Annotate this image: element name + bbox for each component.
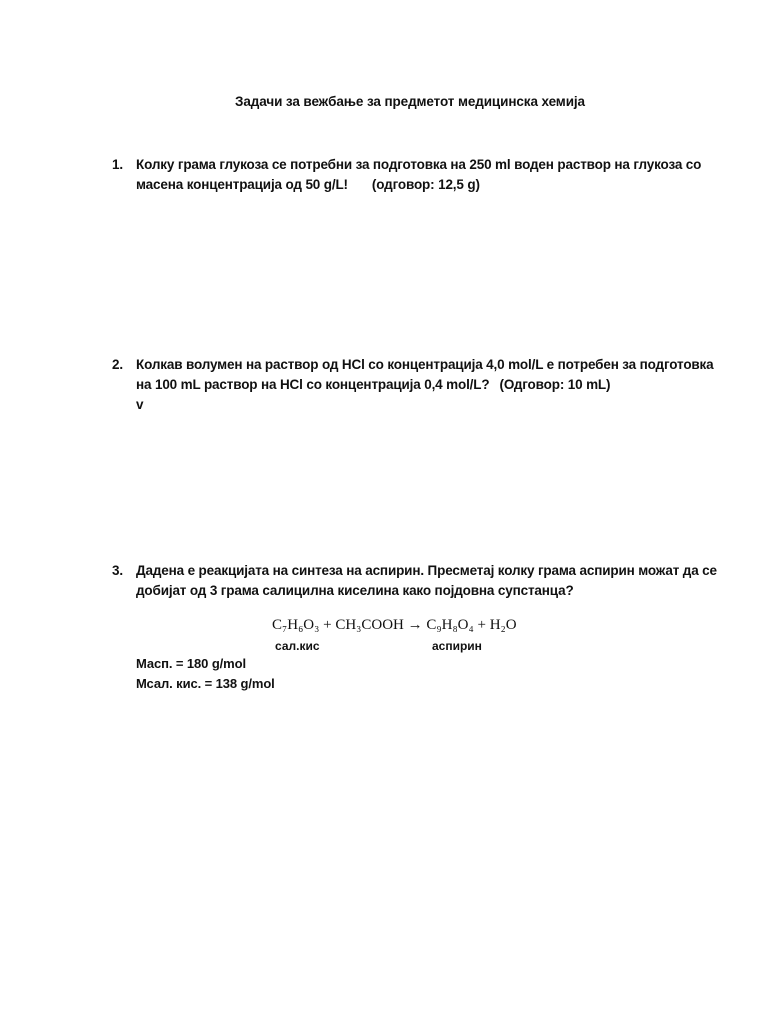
question-text-line: добијат од 3 грама салицилна киселина како појдовна супстанца? [136,583,574,598]
molar-mass-aspirin: Масп. = 180 g/mol [136,656,246,671]
question-number: 3. [112,563,123,578]
chemical-equation: C₇H₆O₃ + CH₃COOH → C₉H₈O₄ + H₂O [272,617,517,633]
question-number: 2. [112,357,123,372]
molar-mass-salicylic-acid: Мсал. кис. = 138 g/mol [136,676,275,691]
question-text-line: Дадена е реакцијата на синтеза на аспирин. Пресметај колку грама аспирин можат да се [136,563,717,578]
question-body [136,355,714,415]
question-number: 1. [112,157,123,172]
question-body [136,561,717,601]
question-text-line [136,175,706,195]
question-text: масена концентрација од 50 g/L! [136,177,348,192]
question-text: на 100 mL раствор на HCl со концентрација 0,4 mol/L? [136,377,490,392]
document-title: Задачи за вежбање за предметот медицинска хемија [235,94,585,109]
question-text-line: Колкав волумен на раствор од HCl со концентрација 4,0 mol/L е потребен за подготовка [136,357,714,372]
reactant-label: сал.кис [275,639,320,653]
product-label: аспирин [432,639,482,653]
question-text-line [136,375,706,395]
question-text-line: Колку грама глукоза се потребни за подготовка на 250 ml воден раствор на глукоза со [136,157,702,172]
stray-character: v [136,397,144,412]
question-answer: (Одговор: 10 mL) [499,377,611,392]
question-body [136,155,706,195]
question-answer: (одговор: 12,5 g) [371,177,480,192]
